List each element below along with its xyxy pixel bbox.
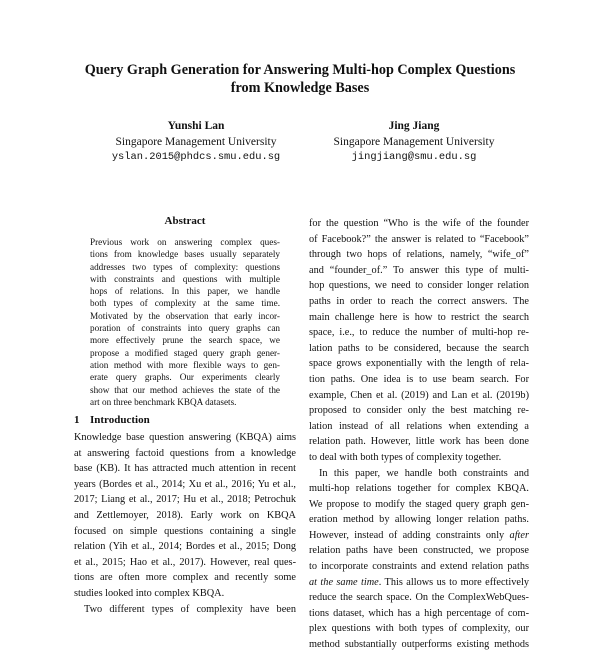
emphasis-text: at the same time [309, 576, 379, 588]
body-line [309, 528, 529, 544]
body-line: Two different types of complexity have been [84, 603, 296, 615]
author-name: Yunshi Lan [167, 120, 225, 132]
abstract-heading: Abstract [164, 215, 206, 227]
author-affiliation: Singapore Management University [115, 135, 277, 148]
body-line: tions are often more complex and recently some [74, 572, 296, 584]
body-line: focused on simple questions containing a single [74, 525, 296, 537]
abstract-line: erate query graphs. Our experiments clearly [90, 372, 280, 383]
abstract-line: both types of complexity at the same time. [90, 298, 280, 309]
abstract-line: addresses two types of complexity: questions [90, 261, 280, 272]
title-line-2: from Knowledge Bases [230, 80, 370, 96]
body-line: and “founder_of.” To answer this type of multi- [309, 264, 529, 276]
body-line: et al., 2015; Hao et al., 2017). However, real ques- [74, 556, 296, 568]
body-line: space grows exponentially with the length of rela- [309, 358, 529, 370]
body-line: years (Bordes et al., 2014; Xu et al., 2016; Yu et al., [74, 478, 296, 490]
body-line: paths in order to reach the correct answers. The [309, 295, 529, 307]
body-line: example, Chen et al. (2019) and Lan et al. (2019b) [309, 389, 529, 401]
abstract-line: Previous work on answering complex ques- [90, 237, 280, 247]
emphasis-text: after [509, 529, 529, 541]
abstract-line: poration of constraints into query graphs can [90, 323, 280, 334]
body-line: space, i.e., to reduce the number of multi-hop re- [309, 327, 529, 339]
body-line: to incorporate constraints and extend relation paths [309, 561, 529, 573]
abstract-line: tions from knowledge bases usually separately [90, 249, 280, 260]
body-line: plex questions with both types of complexity, our [309, 623, 529, 635]
abstract-line: propose a modified staged query graph gener- [90, 347, 280, 358]
author-block-1 [90, 119, 302, 166]
body-line: relation path. However, little work has been done [309, 436, 529, 448]
body-line: hop questions, we need to consider longer relation [309, 280, 529, 292]
body-line: multi-hop relations together for complex KBQA. [309, 483, 529, 495]
body-text: . This allows us to more effectively [378, 576, 529, 588]
body-line: relation (Yih et al., 2014; Bordes et al., 2015; Dong [74, 541, 296, 553]
body-line [309, 575, 529, 591]
right-column-body [309, 216, 529, 653]
body-line: eration method by allowing longer relation paths. [309, 514, 529, 526]
section-number: 1 [74, 414, 80, 426]
body-line: base (KB). It has attracted much attention in recent [74, 463, 296, 475]
author-name: Jing Jiang [388, 120, 440, 132]
abstract-line: hops of relations. In this paper, we handle [90, 286, 280, 297]
body-line: lation paths to be considered, because the search [309, 342, 529, 354]
body-line: tions dataset, which has a high percentage of com- [309, 607, 529, 619]
body-line: method substantially outperforms existing methods [309, 639, 529, 651]
abstract-line: more effectively prune the search space, we [90, 335, 280, 346]
abstract-line: show that our method achieves the state of the [90, 384, 280, 395]
body-line: for the question “Who is the wife of the founder [309, 218, 529, 229]
section-title: Introduction [90, 414, 150, 426]
title-line-1: Query Graph Generation for Answering Multi-hop Complex Questions [84, 62, 516, 78]
author-email: jingjiang@smu.edu.sg [351, 151, 477, 163]
paper-title [40, 61, 560, 97]
body-line: Knowledge base question answering (KBQA) aims [74, 432, 296, 443]
body-line: through two hops of relations, namely, “wife_of” [309, 249, 529, 261]
left-column-body [74, 430, 296, 617]
abstract-line: with constraints and questions with multiple [90, 273, 280, 284]
body-line: studies looked into complex KBQA. [74, 587, 225, 599]
section-heading [74, 414, 296, 426]
body-line: relation paths have been constructed, we propose [309, 545, 529, 557]
abstract-body [90, 236, 280, 408]
author-email: yslan.2015@phdcs.smu.edu.sg [111, 151, 281, 163]
body-line: main challenge here is how to restrict the search [309, 311, 529, 323]
body-text: However, instead of adding constraints only [309, 529, 510, 541]
body-line: reduce the search space. On the ComplexWebQues- [309, 592, 529, 604]
body-line: proposed to consider only the best matching re- [309, 405, 529, 417]
body-line: We propose to modify the staged query graph gen- [309, 498, 529, 510]
author-block-2 [308, 119, 520, 166]
body-line: In this paper, we handle both constraints and [319, 467, 529, 479]
body-line: 2017; Liang et al., 2017; Hu et al., 2018; Petrochuk [74, 494, 296, 506]
body-line: lation instead of all relations when extending a [309, 420, 529, 432]
body-line: tion paths. One idea is to use beam search. For [309, 373, 529, 385]
body-line: at answering factoid questions from a knowledge [74, 447, 296, 459]
body-line: and Zettlemoyer, 2018). Early work on KBQA [74, 509, 296, 521]
abstract-line: art on three benchmark KBQA datasets. [90, 396, 237, 407]
body-line: of Facebook?” the answer is related to “Facebook” [309, 233, 529, 245]
abstract-line: ation method with more flexible ways to gen- [90, 359, 280, 370]
author-affiliation: Singapore Management University [333, 135, 495, 148]
abstract-line: Motivated by the observation that early incor- [90, 310, 280, 321]
body-line: to deal with both types of complexity together. [309, 451, 502, 463]
